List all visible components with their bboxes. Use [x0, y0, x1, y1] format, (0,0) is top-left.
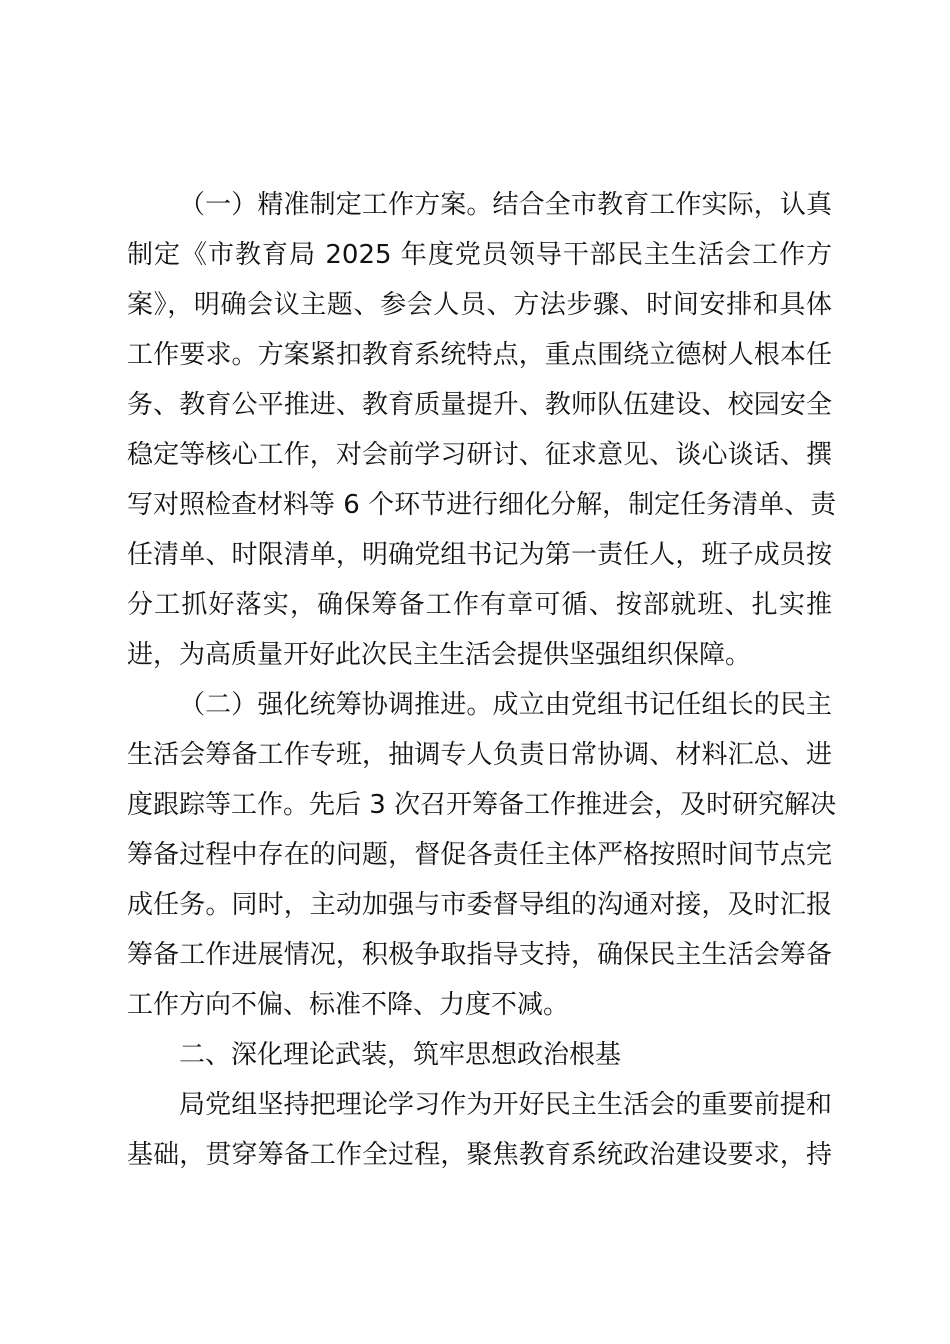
paragraph-2-line-7: 工作方向不偏、标准不降、力度不减。: [127, 990, 570, 1020]
paragraph-1-line-8: 任清单、时限清单，明确党组书记为第一责任人，班子成员按: [127, 540, 832, 570]
section-heading: 二、深化理论武装，筑牢思想政治根基: [179, 1040, 622, 1070]
paragraph-1-line-10: 进，为高质量开好此次民主生活会提供坚强组织保障。: [127, 640, 752, 670]
paragraph-1-line-9: 分工抓好落实，确保筹备工作有章可循、按部就班、扎实推: [127, 590, 832, 620]
paragraph-3-line-1: 局党组坚持把理论学习作为开好民主生活会的重要前提和: [179, 1090, 832, 1120]
paragraph-2-line-3: 度跟踪等工作。先后 3 次召开筹备工作推进会，及时研究解决: [127, 790, 837, 820]
paragraph-2-line-2: 生活会筹备工作专班，抽调专人负责日常协调、材料汇总、进: [127, 740, 832, 770]
paragraph-3-line-2: 基础，贯穿筹备工作全过程，聚焦教育系统政治建设要求，持: [127, 1140, 832, 1170]
paragraph-1-line-6: 稳定等核心工作，对会前学习研讨、征求意见、谈心谈话、撰: [127, 440, 832, 470]
paragraph-2-line-6: 筹备工作进展情况，积极争取指导支持，确保民主生活会筹备: [127, 940, 832, 970]
paragraph-1-line-5: 务、教育公平推进、教育质量提升、教师队伍建设、校园安全: [127, 390, 832, 420]
paragraph-2-line-4: 筹备过程中存在的问题，督促各责任主体严格按照时间节点完: [127, 840, 832, 870]
paragraph-2-line-1: （二）强化统筹协调推进。成立由党组书记任组长的民主: [179, 690, 832, 720]
paragraph-1-line-7: 写对照检查材料等 6 个环节进行细化分解，制定任务清单、责: [127, 490, 837, 520]
paragraph-1-line-2: 制定《市教育局 2025 年度党员领导干部民主生活会工作方: [127, 240, 832, 270]
paragraph-2-line-5: 成任务。同时，主动加强与市委督导组的沟通对接，及时汇报: [127, 890, 832, 920]
paragraph-1-line-4: 工作要求。方案紧扣教育系统特点，重点围绕立德树人根本任: [127, 340, 832, 370]
paragraph-1-line-3: 案》，明确会议主题、参会人员、方法步骤、时间安排和具体: [127, 290, 832, 320]
paragraph-1-line-1: （一）精准制定工作方案。结合全市教育工作实际，认真: [179, 190, 832, 220]
